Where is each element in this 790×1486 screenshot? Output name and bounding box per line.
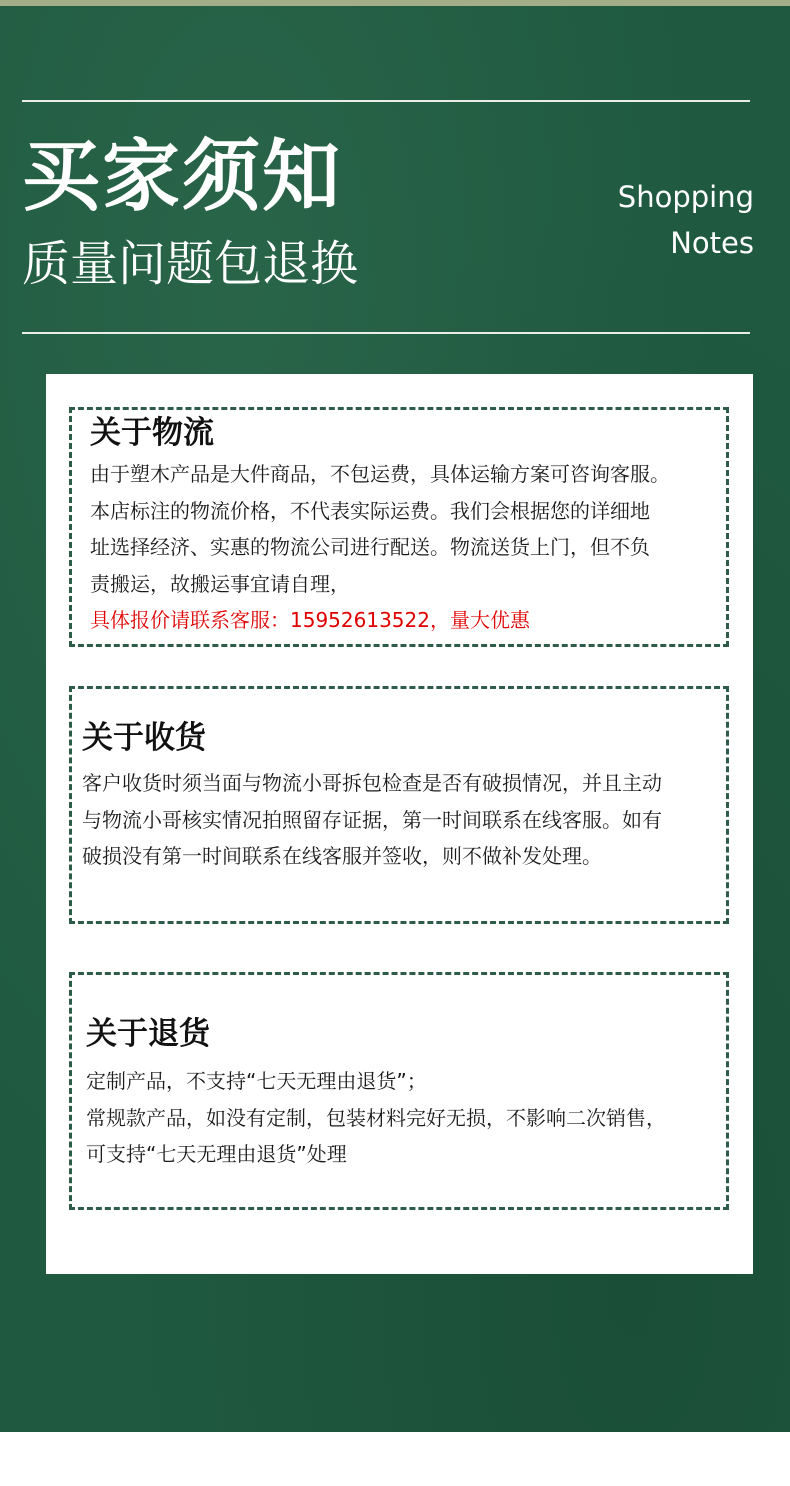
section-title: 关于物流 [90, 415, 214, 451]
divider-bottom [22, 332, 750, 334]
returns-section [69, 972, 729, 1210]
receiving-section [69, 686, 729, 924]
section-line: 定制产品，不支持“七天无理由退货”； [86, 1069, 427, 1093]
section-body [82, 765, 662, 875]
section-line: 可支持“七天无理由退货”处理 [86, 1142, 347, 1166]
section-title: 关于收货 [82, 720, 206, 756]
section-line: 常规款产品，如没有定制，包装材料完好无损，不影响二次销售， [86, 1105, 666, 1130]
top-strip [0, 0, 790, 6]
english-label [618, 174, 754, 266]
section-line: 客户收货时须当面与物流小哥拆包检查是否有破损情况，并且主动 [82, 771, 662, 795]
section-body [90, 456, 670, 639]
notes-card [46, 374, 753, 1274]
page-subtitle: 质量问题包退换 [22, 236, 359, 292]
section-line: 本店标注的物流价格，不代表实际运费。我们会根据您的详细地 [90, 498, 650, 523]
section-line: 与物流小哥核实情况拍照留存证据，第一时间联系在线客服。如有 [82, 807, 662, 832]
english-label-line1: Shopping [617, 180, 754, 214]
contact-highlight: 具体报价请联系客服：15952613522，量大优惠 [90, 608, 530, 632]
section-line: 责搬运，故搬运事宜请自理， [90, 571, 350, 596]
english-label-line2: Notes [670, 226, 754, 260]
logistics-section [69, 407, 729, 647]
divider-top [22, 100, 750, 102]
page-title: 买家须知 [22, 132, 343, 222]
section-line: 由于塑木产品是大件商品，不包运费，具体运输方案可咨询客服。 [90, 462, 670, 486]
section-line: 址选择经济、实惠的物流公司进行配送。物流送货上门，但不负 [90, 535, 650, 559]
section-title: 关于退货 [86, 1016, 210, 1052]
section-line: 破损没有第一时间联系在线客服并签收，则不做补发处理。 [82, 844, 602, 868]
section-body [86, 1063, 666, 1173]
